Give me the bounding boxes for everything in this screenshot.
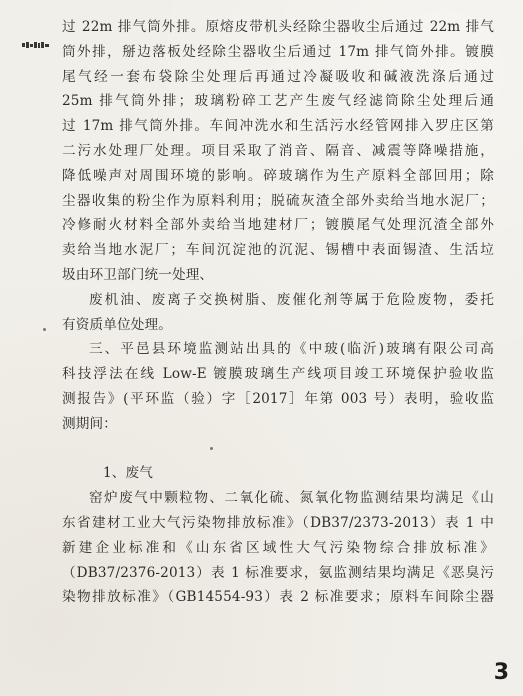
text-line: 有资质单位处理。 (62, 316, 172, 333)
section-heading: 1、废气 (103, 465, 154, 482)
text-line: 废机油、废离子交换树脂、废催化剂等属于危险废物，委托 (89, 291, 494, 308)
page-number: 3 (493, 660, 509, 685)
text-line: 降低噪声对周围环境的影响。碎玻璃作为生产原料全部回用；除 (62, 167, 494, 184)
text-line: 测报告》(平环监（验）字［2017］年第 003 号）表明，验收监 (62, 390, 494, 407)
text-line: 染物排放标准》（GB14554-93）表 2 标准要求；原料车间除尘器 (62, 589, 494, 606)
text-line: 科技浮法在线 Low-E 镀膜玻璃生产线项目竣工环境保护验收监 (62, 366, 494, 383)
text-line: 冷修耐火材料全部外卖给当地建材厂；镀膜尾气处理沉渣全部外 (62, 217, 494, 234)
text-line: 过 22m 排气筒外排。原熔皮带机头经除尘器收尘后通过 22m 排气 (62, 19, 494, 35)
text-line: 二污水处理厂处理。项目采取了消音、隔音、减震等降噪措施， (62, 142, 494, 159)
text-line: 新建企业标准和《山东省区域性大气污染物综合排放标准》 (62, 539, 494, 556)
text-line: 东省建材工业大气污染物排放标准》（DB37/2373-2013）表 1 中 (62, 514, 494, 531)
text-line: （DB37/2376-2013）表 1 标准要求，氨监测结果均满足《恶臭污 (62, 564, 494, 581)
text-line: 25m 排气筒外排；玻璃粉碎工艺产生废气经滤筒除尘处理后通 (62, 93, 494, 110)
margin-stamp-mark (22, 41, 50, 49)
speck-mark (43, 328, 46, 331)
text-line: 测期间： (62, 415, 117, 432)
text-line: 圾由环卫部门统一处理、 (62, 266, 214, 283)
blank-line (62, 437, 494, 462)
text-line: 过 17m 排气筒外排。车间冲洗水和生活污水经管网排入罗庄区第 (62, 118, 494, 135)
text-line: 三、平邑县环境监测站出具的《中玻(临沂)玻璃有限公司高 (89, 341, 494, 358)
body-text (62, 15, 494, 610)
text-line: 窑炉废气中颗粒物、二氧化硫、氮氧化物监测结果均满足《山 (89, 490, 494, 507)
text-line: 尘器收集的粉尘作为原料利用；脱硫灰渣全部外卖给当地水泥厂； (62, 192, 494, 209)
text-line: 卖给当地水泥厂；车间沉淀池的沉泥、锡槽中表面锡渣、生活垃 (62, 242, 494, 259)
text-line: 尾气经一套布袋除尘处理后再通过冷凝吸收和碱液洗涤后通过 (62, 68, 494, 85)
text-line: 筒外排，掰边落板处经除尘器收尘后通过 17m 排气筒外排。镀膜 (62, 43, 494, 60)
